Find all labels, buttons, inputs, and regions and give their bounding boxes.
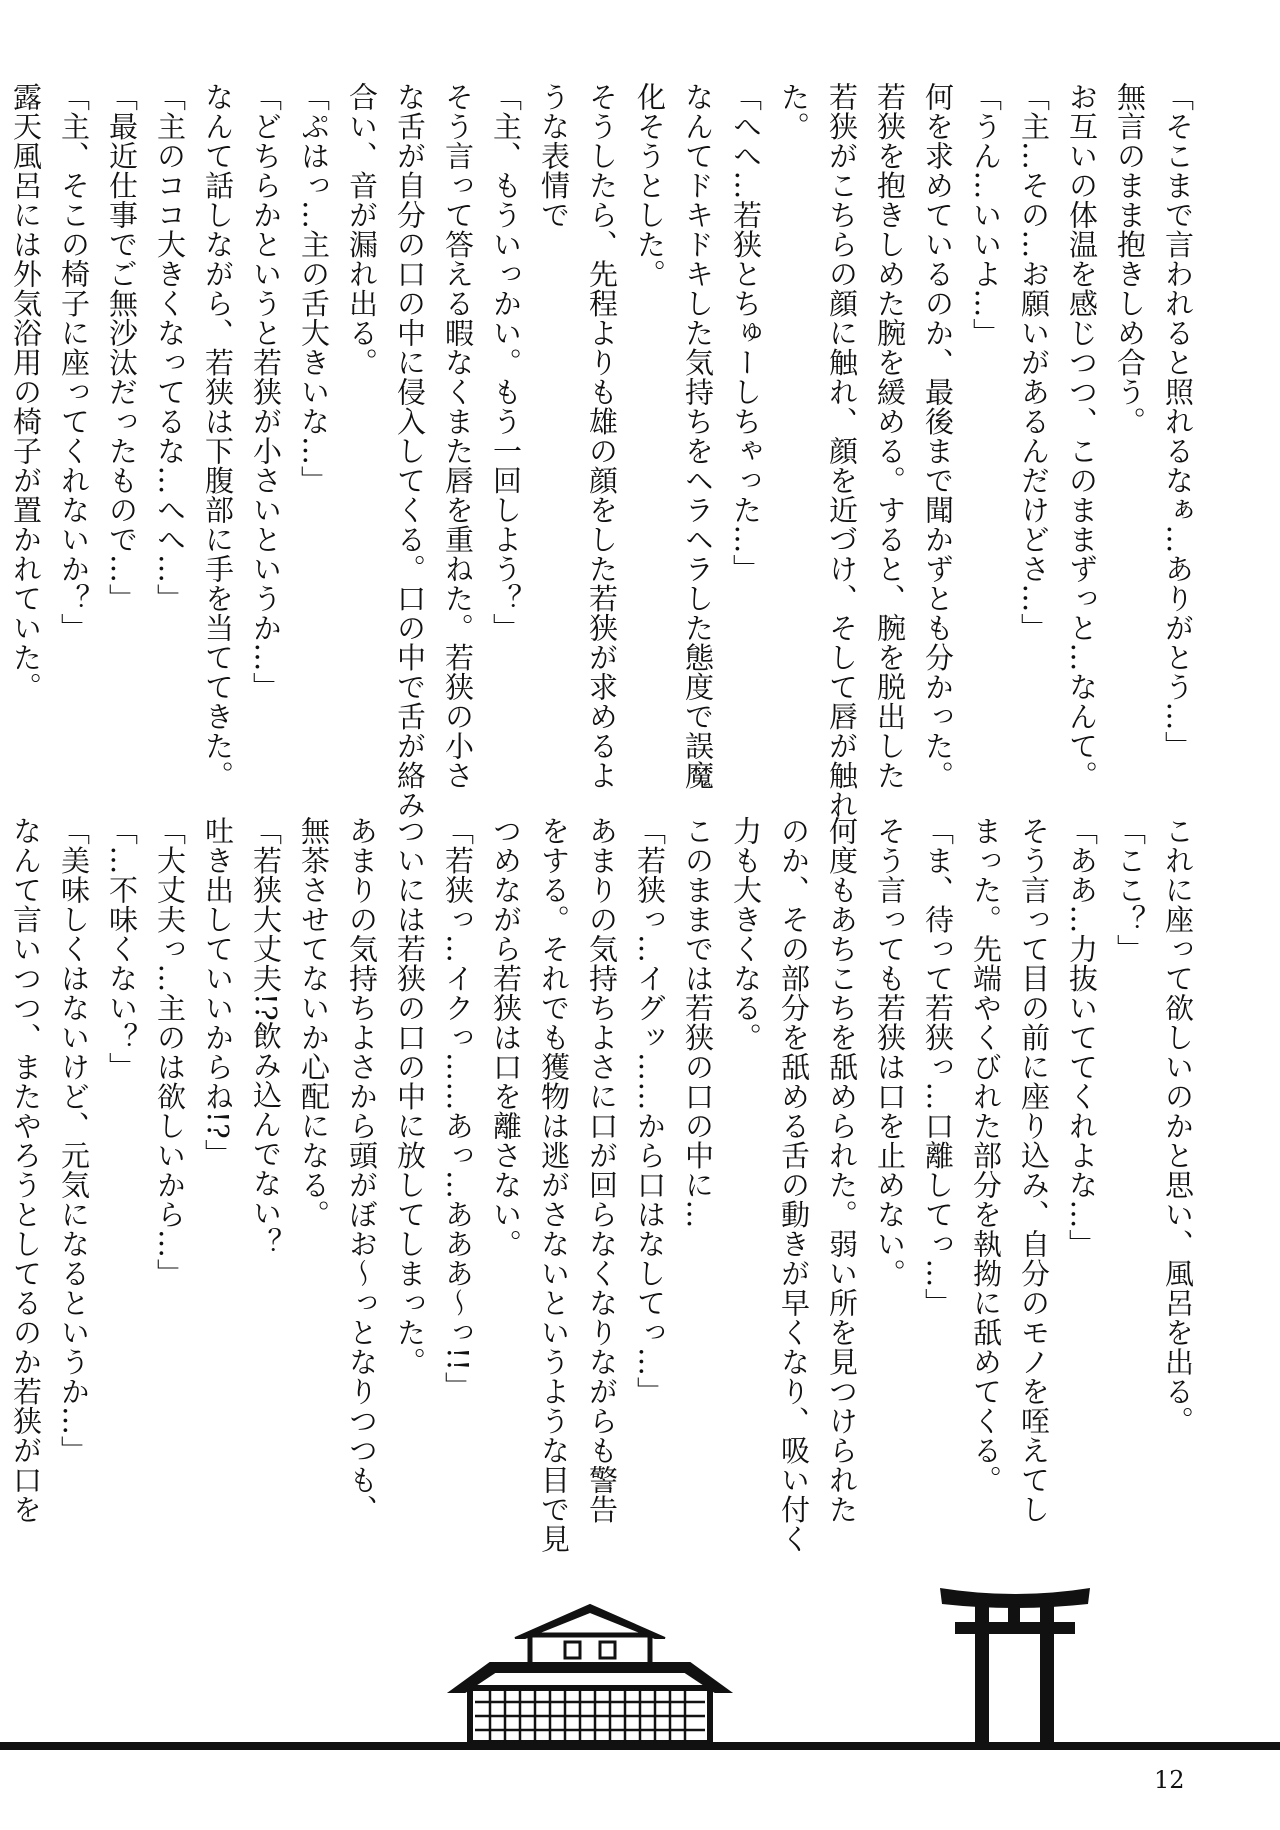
text-line: 何度もあちこちを舐められた。弱い所を見つけられた xyxy=(825,816,859,1524)
text-line: 「主…その…お願いがあるんだけどさ…」 xyxy=(1017,82,1051,643)
text-line: 「大丈夫っ…主のは欲しいから…」 xyxy=(153,816,187,1288)
text-line: 「うん…いいよ…」 xyxy=(969,82,1003,348)
text-line: なんて話しながら、若狭は下腹部に手を当ててきた。 xyxy=(201,82,235,790)
text-line: 「若狭っ…イクっ……あっ…あああ〜っ!!」 xyxy=(441,816,475,1401)
text-line: うな表情で xyxy=(537,82,571,230)
text-line: 無言のまま抱きしめ合う。 xyxy=(1113,82,1147,436)
text-line: た。 xyxy=(777,82,811,141)
text-line: 「ここ？」 xyxy=(1113,816,1147,964)
torii-gate-icon xyxy=(940,1588,1090,1745)
japanese-inn-icon xyxy=(450,1605,730,1743)
text-line: 「ぷはっ…主の舌大きいな…」 xyxy=(297,82,331,495)
text-line: そう言って目の前に座り込み、自分のモノを咥えてし xyxy=(1017,816,1051,1524)
text-line: お互いの体温を感じつつ、このままずっと…なんて。 xyxy=(1065,82,1099,790)
text-line: このままでは若狭の口の中に… xyxy=(681,816,715,1229)
text-line: 「若狭っ…イグッ……から口はなしてっ…」 xyxy=(633,816,667,1406)
text-line: つめながら若狭は口を離さない。 xyxy=(489,816,523,1259)
text-line: 「主、もういっかい。もう一回しよう？」 xyxy=(489,82,523,643)
text-line: 合い、音が漏れ出る。 xyxy=(345,82,379,377)
text-line: 「主、そこの椅子に座ってくれないか？」 xyxy=(57,82,91,643)
text-line: な舌が自分の口の中に侵入してくる。口の中で舌が絡み xyxy=(393,82,427,820)
text-line: そう言って答える暇なくまた唇を重ねた。若狭の小さ xyxy=(441,82,475,790)
text-line: そうしたら、先程よりも雄の顔をした若狭が求めるよ xyxy=(585,82,619,790)
bottom-text-block xyxy=(2,816,1202,1554)
text-line: 「そこまで言われると照れるなぁ…ありがとう…」 xyxy=(1161,82,1195,761)
text-line: 「どちらかというと若狭が小さいというか…」 xyxy=(249,82,283,702)
text-line: 「若狭大丈夫!?飲み込んでない？ xyxy=(249,816,283,1258)
text-line: 何を求めているのか、最後まで聞かずとも分かった。 xyxy=(921,82,955,790)
page-number: 12 xyxy=(1154,1766,1185,1794)
text-line: 若狭を抱きしめた腕を緩める。すると、腕を脱出した xyxy=(873,82,907,790)
text-line: あまりの気持ちよさから頭がぼお〜っとなりつつも、 xyxy=(345,816,379,1524)
text-line: 力も大きくなる。 xyxy=(729,816,763,1052)
text-line: をする。それでも獲物は逃がさないというような目で見 xyxy=(537,816,571,1554)
text-line: 化そうとした。 xyxy=(633,82,667,289)
text-line: これに座って欲しいのかと思い、風呂を出る。 xyxy=(1161,816,1195,1436)
text-line: 「ああ…力抜いててくれよな…」 xyxy=(1065,816,1099,1259)
text-line: 「へへ…若狭とちゅーしちゃった…」 xyxy=(729,82,763,584)
text-line: まった。先端やくびれた部分を執拗に舐めてくる。 xyxy=(969,816,1003,1495)
text-line: そう言っても若狭は口を止めない。 xyxy=(873,816,907,1288)
text-line: 「ま、待って若狭っ…口離してっ…」 xyxy=(921,816,955,1318)
text-line: 無茶させてないか心配になる。 xyxy=(297,816,331,1229)
ground-line xyxy=(0,1742,1280,1750)
text-line: のか、その部分を舐める舌の動きが早くなり、吸い付く xyxy=(777,816,811,1554)
text-line: なんてドキドキした気持ちをヘラヘラした態度で誤魔 xyxy=(681,82,715,790)
text-line: 若狭がこちらの顔に触れ、顔を近づけ、そして唇が触れ xyxy=(825,82,859,820)
top-text-block xyxy=(2,82,1202,820)
text-line: 「主のココ大きくなってるな…へへ…」 xyxy=(153,82,187,613)
text-line: 吐き出していいからね!?」 xyxy=(201,816,235,1169)
text-line: あまりの気持ちよさに口が回らなくなりながらも警告 xyxy=(585,816,619,1524)
text-line: ついには若狭の口の中に放してしまった。 xyxy=(393,816,427,1377)
text-line: 露天風呂には外気浴用の椅子が置かれていた。 xyxy=(9,82,43,702)
text-line: 「美味しくはないけど、元気になるというか…」 xyxy=(57,816,91,1465)
text-line: 「最近仕事でご無沙汰だったもので…」 xyxy=(105,82,139,613)
text-line: 「…不味くない？」 xyxy=(105,816,139,1082)
text-line: なんて言いつつ、またやろうとしてるのか若狭が口を xyxy=(9,816,43,1524)
footer-illustration xyxy=(0,1560,1280,1750)
